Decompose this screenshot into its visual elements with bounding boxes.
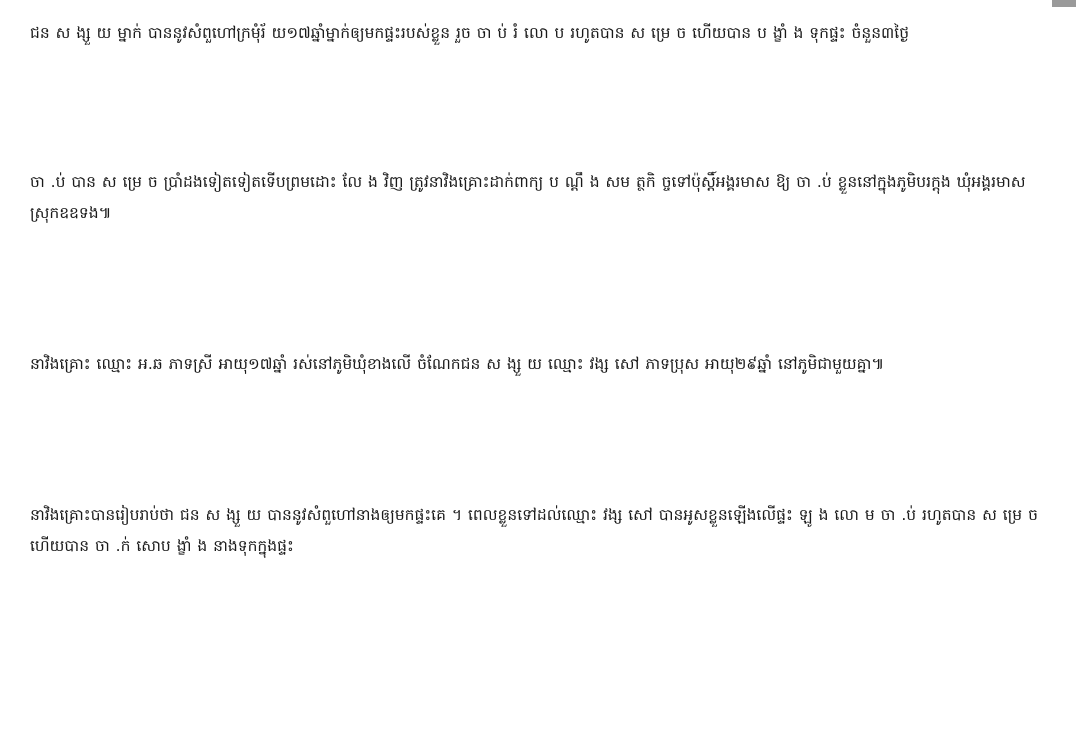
paragraph-4: នាវិងគ្រោះបានរៀបរាប់ថា ជន ស ង្សួ យ បាននូវសំពួហៅនាងឲ្យមកផ្ទះគេ ។ ពេលខ្លួនទៅដល់ឈ្មោះ វង្ស សៅ បានអូសខ្លួនឡើងលើផ្ទះ ឡូ ង លោ ម ចា .ប់ រហូតបាន ស ម្រេ ច ហើយបាន ចា .ក់ សោប ង្ខាំ ង នាងទុកក្នុងផ្ទះ bbox=[30, 506, 1038, 555]
paragraph-gap-2 bbox=[30, 229, 1046, 349]
paragraph-2: ចា .ប់ បាន ស ម្រេ ច ប្រាំដងទៀតទៀតទើបព្រមដោះ លែ ង វិញ ត្រូវនាវិងគ្រោះដាក់ពាក្យ ប ណ្តឹ ង សម ត្ថកិ ច្ចទៅប៉ុស្តិ៍អង្គរមាស ឱ្យ ចា .ប់ ខ្លួននៅក្នុងភូមិបរក្តុង ឃុំអង្គរមាស ស្រុកឧឧទង៕ bbox=[30, 173, 1026, 222]
paragraph-gap-3 bbox=[30, 380, 1046, 500]
paragraph-gap-1 bbox=[30, 49, 1046, 167]
paragraph-1: ជន ស ង្សួ យ ម្នាក់ បាននូវសំពួហៅក្រមុំរ័ យ១៧ឆ្នាំម្នាក់ឲ្យមកផ្ទះរបស់ខ្លួន រួច ចា ប់ រំ លោ ប រហូតបាន ស ម្រេ ច ហើយបាន ប ង្ខាំ ង ទុកផ្ទះ ចំនួន៣ថ្ងៃ bbox=[30, 24, 910, 42]
paragraph-3: នាវិងគ្រោះ ឈ្មោះ អ.ឆ ភាទស្រី អាយុ១៧ឆ្នាំ រស់នៅភូមិឃុំខាងលើ ចំណែកជន ស ង្សួ យ ឈ្មោះ វង្ស សៅ ភាទប្រុស អាយុ២៩ឆ្នាំ នៅភូមិជាមួយគ្នា៕ bbox=[30, 355, 885, 373]
